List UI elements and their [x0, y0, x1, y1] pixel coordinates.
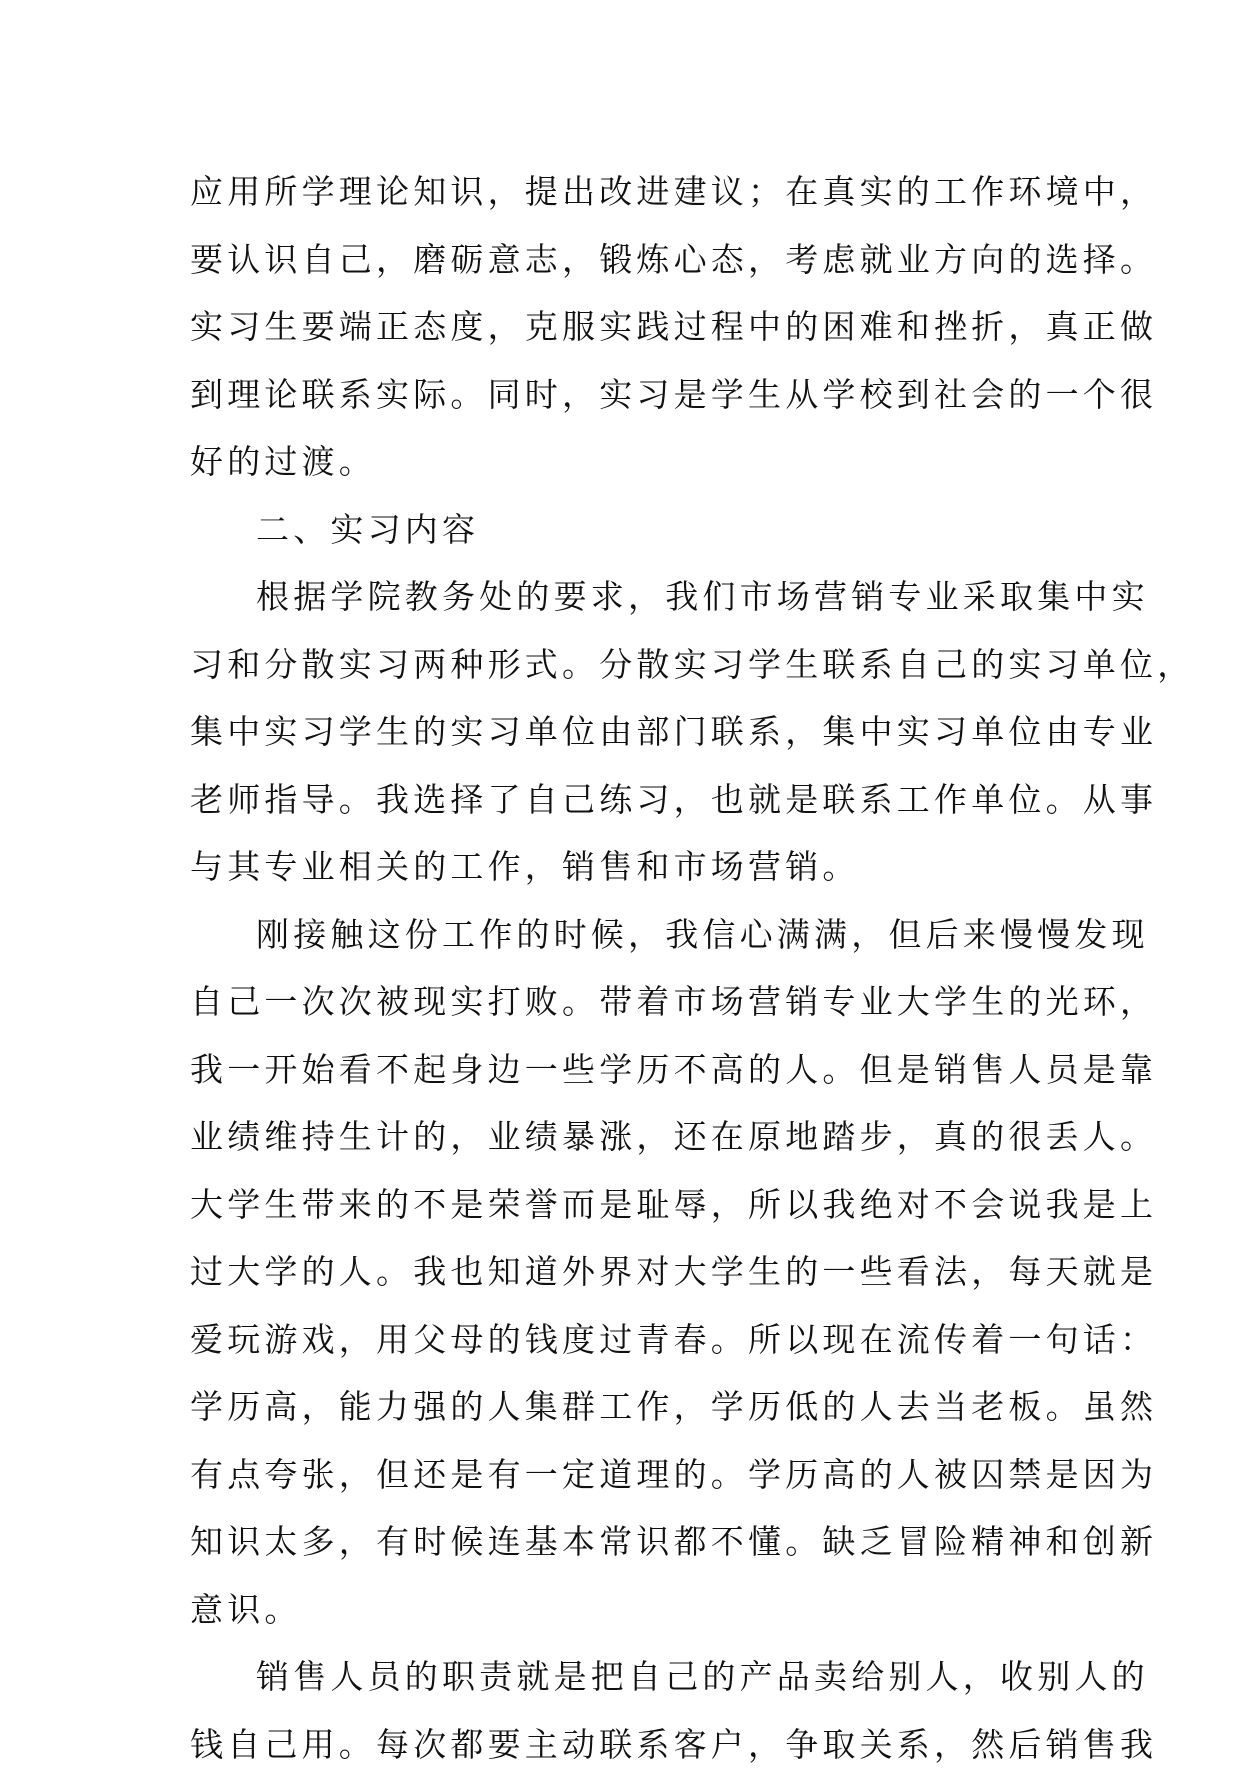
text-line: 业绩维持生计的，业绩暴涨，还在原地踏步，真的很丢人。 — [190, 1103, 1060, 1171]
text-line: 实习生要端正态度，克服实践过程中的困难和挫折，真正做 — [190, 293, 1060, 361]
text-line: 爱玩游戏，用父母的钱度过青春。所以现在流传着一句话： — [190, 1306, 1060, 1374]
text-line: 自己一次次被现实打败。带着市场营销专业大学生的光环， — [190, 968, 1060, 1036]
text-line: 老师指导。我选择了自己练习，也就是联系工作单位。从事 — [190, 766, 1060, 834]
text-line: 应用所学理论知识，提出改进建议；在真实的工作环境中， — [190, 158, 1060, 226]
text-line: 过大学的人。我也知道外界对大学生的一些看法，每天就是 — [190, 1238, 1060, 1306]
text-line: 学历高，能力强的人集群工作，学历低的人去当老板。虽然 — [190, 1373, 1060, 1441]
text-line: 销售人员的职责就是把自己的产品卖给别人，收别人的 — [190, 1643, 1060, 1711]
text-line: 习和分散实习两种形式。分散实习学生联系自己的实习单位， — [190, 631, 1060, 699]
body-text — [190, 158, 1060, 1778]
text-line: 有点夸张，但还是有一定道理的。学历高的人被囚禁是因为 — [190, 1441, 1060, 1509]
text-line: 好的过渡。 — [190, 428, 1060, 496]
text-line: 要认识自己，磨砺意志，锻炼心态，考虑就业方向的选择。 — [190, 226, 1060, 294]
text-line: 根据学院教务处的要求，我们市场营销专业采取集中实 — [190, 563, 1060, 631]
text-line: 钱自己用。每次都要主动联系客户，争取关系，然后销售我 — [190, 1711, 1060, 1778]
text-line: 到理论联系实际。同时，实习是学生从学校到社会的一个很 — [190, 361, 1060, 429]
text-line: 大学生带来的不是荣誉而是耻辱，所以我绝对不会说我是上 — [190, 1171, 1060, 1239]
text-line: 我一开始看不起身边一些学历不高的人。但是销售人员是靠 — [190, 1036, 1060, 1104]
text-line: 与其专业相关的工作，销售和市场营销。 — [190, 833, 1060, 901]
text-line: 知识太多，有时候连基本常识都不懂。缺乏冒险精神和创新 — [190, 1508, 1060, 1576]
text-line: 意识。 — [190, 1576, 1060, 1644]
text-line: 集中实习学生的实习单位由部门联系，集中实习单位由专业 — [190, 698, 1060, 766]
section-heading: 二、实习内容 — [190, 496, 1060, 564]
text-line: 刚接触这份工作的时候，我信心满满，但后来慢慢发现 — [190, 901, 1060, 969]
